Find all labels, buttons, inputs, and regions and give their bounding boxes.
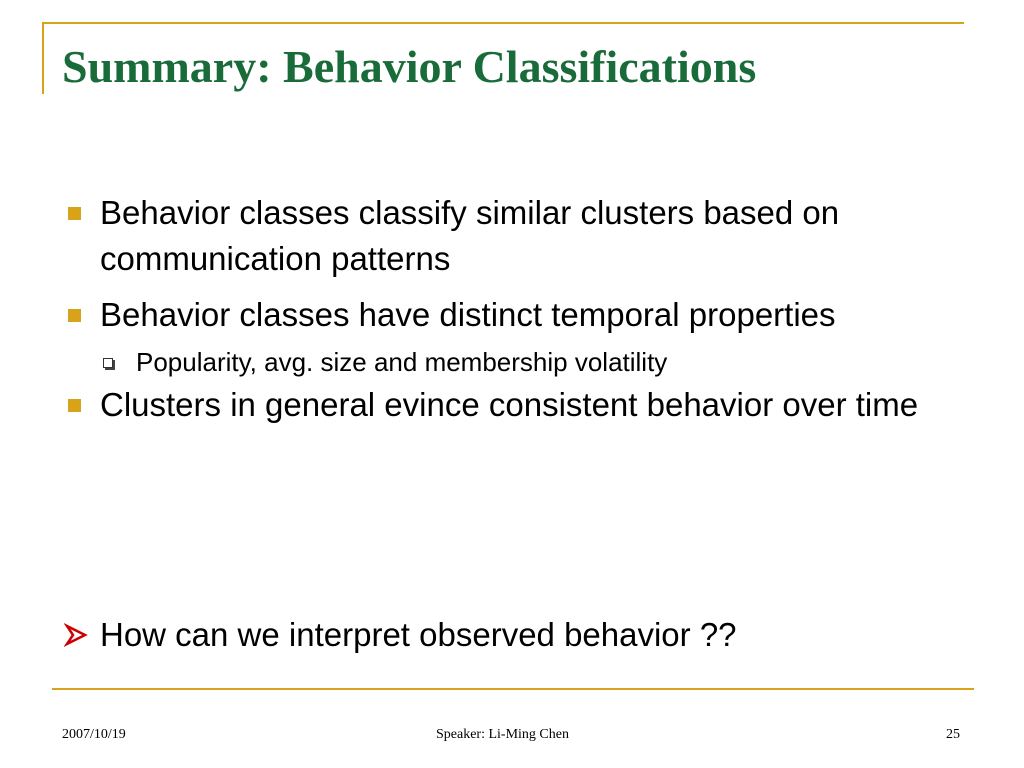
slide-title: Summary: Behavior Classifications — [62, 41, 757, 92]
footer-date: 2007/10/19 — [62, 727, 126, 742]
square-bullet-icon — [68, 207, 81, 220]
arrowhead-bullet-icon — [64, 623, 88, 647]
footer-divider-line — [52, 688, 974, 690]
bullet-text: Behavior classes classify similar clusters based on communication patterns — [100, 194, 840, 277]
question-item — [62, 612, 737, 658]
bullet-text: Clusters in general evince consistent behavior over time — [100, 386, 919, 423]
question-text: How can we interpret observed behavior ?? — [100, 616, 737, 653]
bullet-text: Behavior classes have distinct temporal properties — [100, 296, 836, 333]
frame-left-line — [42, 22, 44, 94]
hollow-square-bullet-icon — [103, 358, 113, 368]
square-bullet-icon — [68, 309, 81, 322]
bullet-item — [62, 382, 962, 428]
bullet-list — [62, 190, 962, 428]
square-bullet-icon — [68, 399, 81, 412]
bullet-item — [62, 292, 962, 338]
bullet-item — [62, 190, 962, 282]
frame-top-line — [42, 22, 964, 24]
sub-bullet-text: Popularity, avg. size and membership volatility — [136, 347, 668, 377]
sub-bullet-item — [100, 342, 962, 382]
footer-speaker: Speaker: Li-Ming Chen — [436, 727, 569, 742]
page-number: 25 — [946, 727, 960, 742]
